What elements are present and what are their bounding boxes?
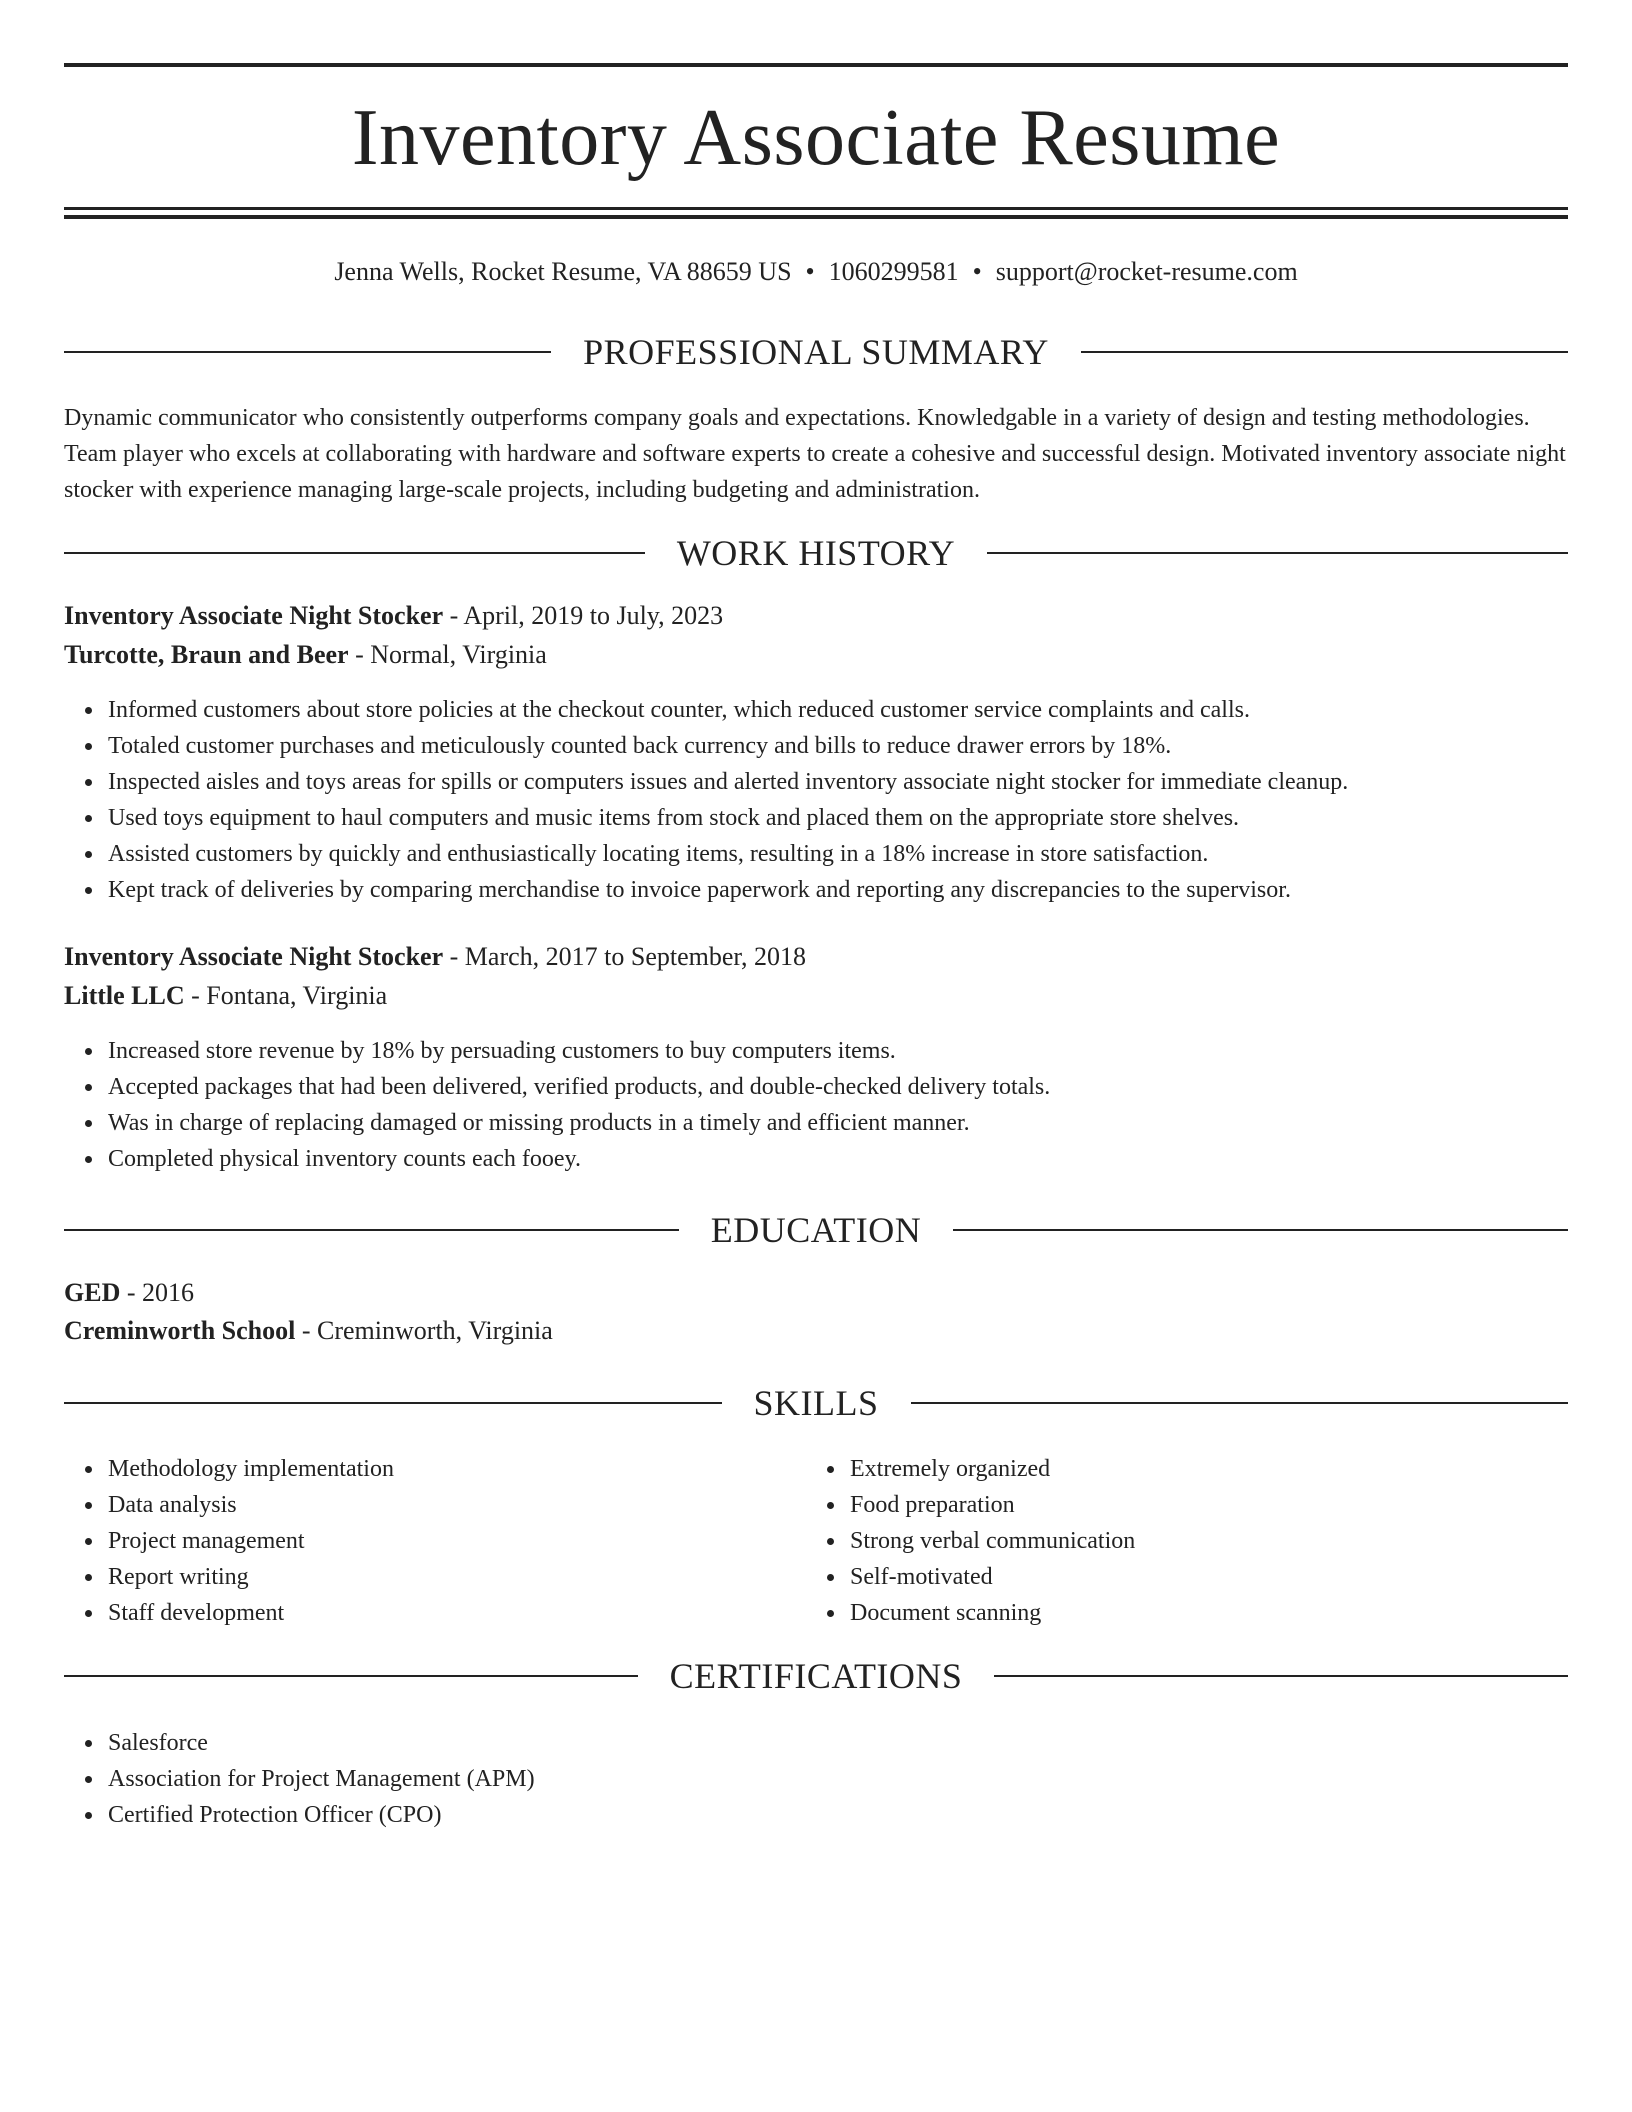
- heading-rule: [64, 351, 551, 353]
- certifications-heading-label: CERTIFICATIONS: [669, 1656, 963, 1696]
- education-year: - 2016: [120, 1278, 195, 1307]
- list-item: Kept track of deliveries by comparing merchandise to invoice paperwork and reporting any discrepancies to the supervisor.: [108, 872, 1348, 908]
- skills-section-heading: [64, 1383, 1568, 1423]
- contact-separator: •: [805, 257, 815, 286]
- job-1-company: Turcotte, Braun and Beer: [64, 640, 349, 669]
- heading-rule: [64, 552, 645, 554]
- list-item: Inspected aisles and toys areas for spills or computers issues and alerted inventory associate night stocker for immediate cleanup.: [108, 764, 1348, 800]
- skills-right-list: [806, 1451, 1135, 1631]
- top-rule: [64, 63, 1568, 67]
- summary-text: Dynamic communicator who consistently outperforms company goals and expectations. Knowledgable in a variety of design and testing methodologies. Team player who excels at collaborating with hardware and software experts to create a cohesive and successful design. Motivated inventory associate night stocker with experience managing large-scale projects, including budgeting and administration.: [64, 405, 1566, 503]
- list-item: Used toys equipment to haul computers and music items from stock and placed them on the appropriate store shelves.: [108, 800, 1348, 836]
- list-item: Document scanning: [850, 1595, 1135, 1631]
- contact-email: support@rocket-resume.com: [995, 257, 1298, 286]
- education-degree: GED: [64, 1278, 121, 1307]
- job-1-dates: - April, 2019 to July, 2023: [443, 601, 724, 630]
- heading-rule: [64, 1675, 638, 1677]
- resume-title: Inventory Associate Resume: [351, 94, 1281, 182]
- list-item: Extremely organized: [850, 1451, 1135, 1487]
- job-2-location: - Fontana, Virginia: [184, 981, 388, 1010]
- education-degree-line: [64, 1275, 1568, 1311]
- contact-line: [64, 255, 1568, 289]
- contact-phone: 1060299581: [828, 257, 959, 286]
- list-item: Methodology implementation: [108, 1451, 394, 1487]
- work-heading-label: WORK HISTORY: [676, 533, 956, 573]
- heading-rule: [953, 1229, 1568, 1231]
- job-2-dates: - March, 2017 to September, 2018: [443, 942, 807, 971]
- job-2-title-line: [64, 939, 1568, 975]
- job-2-company: Little LLC: [64, 981, 185, 1010]
- skills-left-list: [64, 1451, 394, 1631]
- heading-rule: [994, 1675, 1568, 1677]
- list-item: Was in charge of replacing damaged or missing products in a timely and efficient manner.: [108, 1105, 1050, 1141]
- list-item: Food preparation: [850, 1487, 1135, 1523]
- job-1-bullets: [64, 692, 1348, 908]
- education-school-line: [64, 1313, 1568, 1349]
- job-2-title: Inventory Associate Night Stocker: [64, 942, 444, 971]
- education-location: - Creminworth, Virginia: [295, 1316, 553, 1345]
- list-item: Strong verbal communication: [850, 1523, 1135, 1559]
- job-2-company-line: [64, 978, 1568, 1014]
- list-item: Totaled customer purchases and meticulously counted back currency and bills to reduce drawer errors by 18%.: [108, 728, 1348, 764]
- job-1-location: - Normal, Virginia: [348, 640, 547, 669]
- heading-rule: [911, 1402, 1569, 1404]
- contact-address: Jenna Wells, Rocket Resume, VA 88659 US: [334, 257, 792, 286]
- job-1-company-line: [64, 637, 1568, 673]
- contact-separator: •: [972, 257, 982, 286]
- heading-rule: [1081, 351, 1568, 353]
- heading-rule: [987, 552, 1568, 554]
- double-rule-lower: [64, 215, 1568, 219]
- list-item: Data analysis: [108, 1487, 394, 1523]
- list-item: Association for Project Management (APM): [108, 1761, 535, 1797]
- education-school: Creminworth School: [64, 1316, 296, 1345]
- list-item: Self-motivated: [850, 1559, 1135, 1595]
- work-section-heading: [64, 533, 1568, 573]
- list-item: Certified Protection Officer (CPO): [108, 1797, 535, 1833]
- double-rule-upper: [64, 207, 1568, 210]
- certifications-section-heading: [64, 1656, 1568, 1696]
- list-item: Informed customers about store policies at the checkout counter, which reduced customer service complaints and calls.: [108, 692, 1348, 728]
- heading-rule: [64, 1402, 722, 1404]
- list-item: Increased store revenue by 18% by persuading customers to buy computers items.: [108, 1033, 1050, 1069]
- list-item: Accepted packages that had been delivered, verified products, and double-checked delivery totals.: [108, 1069, 1050, 1105]
- skills-heading-label: SKILLS: [753, 1383, 879, 1423]
- list-item: Report writing: [108, 1559, 394, 1595]
- education-section-heading: [64, 1210, 1568, 1250]
- list-item: Assisted customers by quickly and enthusiastically locating items, resulting in a 18% increase in store satisfaction.: [108, 836, 1348, 872]
- list-item: Completed physical inventory counts each fooey.: [108, 1141, 1050, 1177]
- job-2-bullets: [64, 1033, 1050, 1177]
- summary-section-heading: [64, 332, 1568, 372]
- list-item: Staff development: [108, 1595, 394, 1631]
- certifications-list: [64, 1725, 535, 1833]
- job-1-title: Inventory Associate Night Stocker: [64, 601, 444, 630]
- summary-heading-label: PROFESSIONAL SUMMARY: [583, 332, 1049, 372]
- list-item: Salesforce: [108, 1725, 535, 1761]
- list-item: Project management: [108, 1523, 394, 1559]
- education-heading-label: EDUCATION: [710, 1210, 922, 1250]
- job-1-title-line: [64, 598, 1568, 634]
- heading-rule: [64, 1229, 679, 1231]
